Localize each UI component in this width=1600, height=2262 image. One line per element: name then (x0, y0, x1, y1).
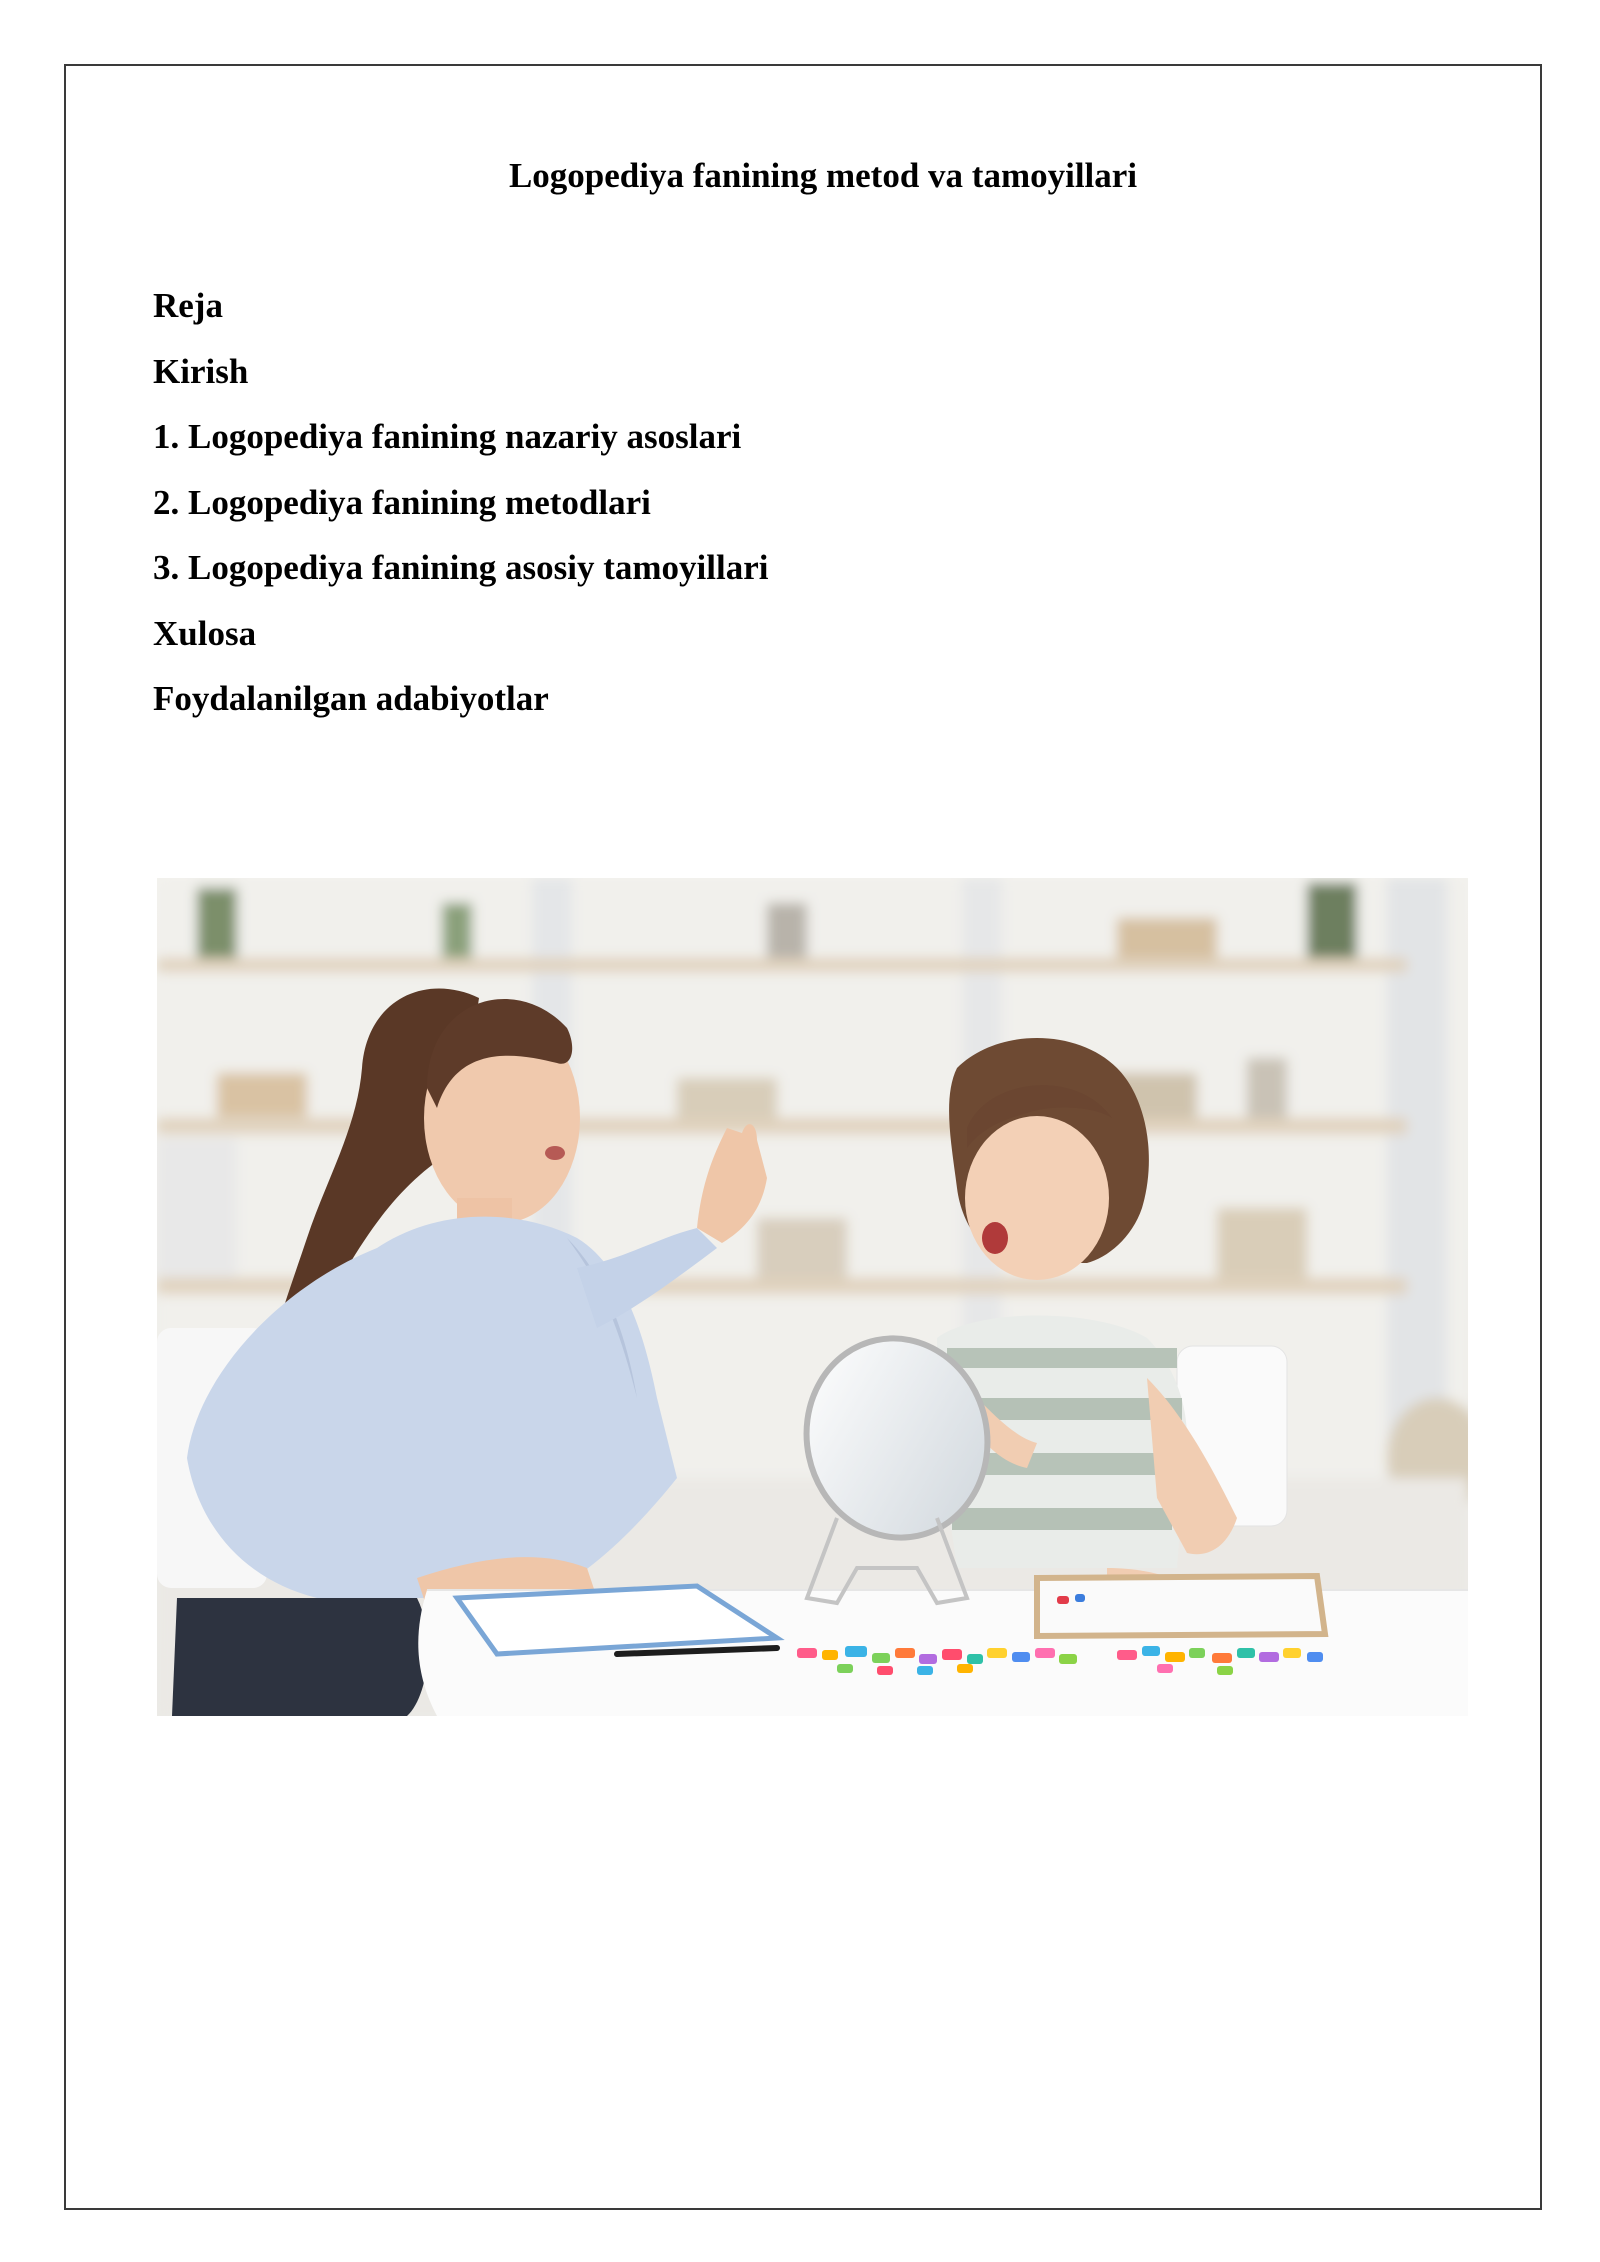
plan-item-references: Foydalanilgan adabiyotlar (153, 679, 549, 718)
plan-item-2: 2. Logopediya fanining metodlari (153, 482, 651, 522)
plan-item-3: 3. Logopediya fanining asosiy tamoyillari (153, 548, 769, 587)
plan-item-introduction: Kirish (153, 351, 249, 391)
plan-item-conclusion: Xulosa (153, 613, 257, 653)
document-title: Logopediya fanining metod va tamoyillari (508, 156, 1138, 195)
plan-item-1: 1. Logopediya fanining nazariy asoslari (153, 417, 742, 456)
plan-list (153, 280, 769, 739)
woman-trousers (172, 1598, 428, 1716)
speech-therapy-photo (157, 878, 1468, 1716)
small-whiteboard (1037, 1576, 1325, 1636)
plan-heading: Reja (153, 286, 223, 325)
child-open-mouth (982, 1222, 1008, 1254)
child-face (965, 1116, 1109, 1280)
